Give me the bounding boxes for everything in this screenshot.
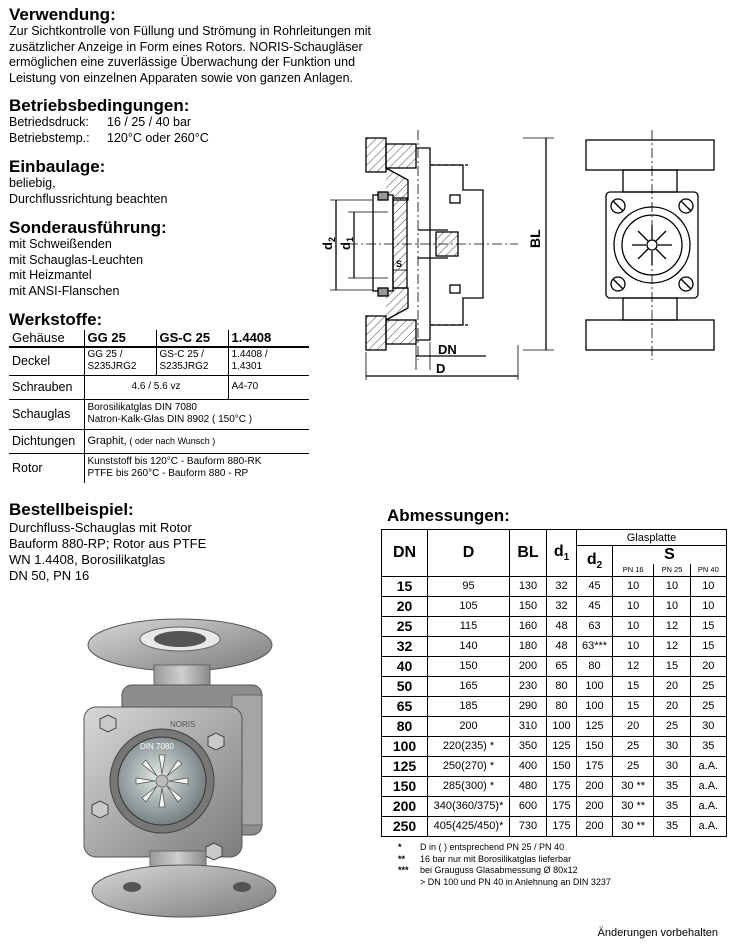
cell-pn25: 12: [654, 636, 690, 656]
col-dn-header: DN: [382, 530, 428, 577]
table-row: [382, 636, 727, 656]
cell-bl: 290: [510, 696, 547, 716]
cell-dn: 80: [382, 716, 428, 736]
dim-d1-label: $d_1$: [338, 237, 355, 250]
cell-pn16: 10: [613, 596, 654, 616]
schrauben-value-12: 4.6 / 5.6 vz: [84, 375, 228, 399]
cell-d2: 100: [577, 676, 613, 696]
table-footnotes: [398, 842, 611, 888]
verwendung-line: Leistung von einzelnen Apparaten sowie von ganzen Anlagen.: [9, 70, 354, 85]
col-pn40-header: PN 40: [690, 564, 726, 576]
footnote: *** bei Grauguss Glasabmessung Ø 80x12: [398, 865, 578, 875]
table-row: [382, 676, 727, 696]
dim-d-label: D: [436, 361, 446, 376]
cell-bl: 310: [510, 716, 547, 736]
material-col-gsc25: GS-C 25: [156, 330, 228, 347]
cell-bl: 130: [510, 576, 547, 596]
cell-dn: 32: [382, 636, 428, 656]
dim-dn-label: DN: [438, 342, 457, 357]
dim-bl-label: BL: [527, 229, 543, 248]
cell-pn16: 15: [613, 676, 654, 696]
cell-pn40: a.A.: [690, 796, 726, 816]
cell-pn16: 10: [613, 576, 654, 596]
cell-bl: 480: [510, 776, 547, 796]
cell-pn25: 15: [654, 656, 690, 676]
cell-bl: 230: [510, 676, 547, 696]
cell-d: 200: [428, 716, 510, 736]
cell-pn16: 30 **: [613, 816, 654, 836]
cell-pn40: 35: [690, 736, 726, 756]
cell-d2: 150: [577, 736, 613, 756]
cell-d2: 100: [577, 696, 613, 716]
werkstoffe-heading: Werkstoffe:: [9, 310, 103, 329]
cell-d: 220(235) *: [428, 736, 510, 756]
bestell-line: WN 1.4408, Borosilikatglas: [9, 552, 166, 567]
col-d2-header: $d_2$: [577, 546, 613, 577]
cell-d: 105: [428, 596, 510, 616]
cell-pn25: 12: [654, 616, 690, 636]
cell-d2: 200: [577, 796, 613, 816]
bestell-line: DN 50, PN 16: [9, 568, 90, 583]
cell-pn25: 30: [654, 756, 690, 776]
cell-d: 250(270) *: [428, 756, 510, 776]
table-row: [382, 736, 727, 756]
cell-d1: 100: [547, 716, 577, 736]
verwendung-text: [9, 24, 371, 86]
cell-pn16: 25: [613, 736, 654, 756]
cell-d: 115: [428, 616, 510, 636]
table-row: [382, 796, 727, 816]
cell-d1: 150: [547, 756, 577, 776]
table-row: [382, 616, 727, 636]
schrauben-value-3: A4-70: [228, 375, 309, 399]
einbaulage-line: Durchflussrichtung beachten: [9, 191, 168, 206]
cell-dn: 40: [382, 656, 428, 676]
abmessungen-table: [381, 529, 727, 837]
col-pn25-header: PN 25: [654, 564, 690, 576]
cell-pn40: a.A.: [690, 776, 726, 796]
deckel-gsc25: GS-C 25 / S235JRG2: [156, 347, 228, 375]
abmessungen-heading: Abmessungen:: [387, 506, 510, 525]
cell-dn: 25: [382, 616, 428, 636]
cell-d: 405(425/450)*: [428, 816, 510, 836]
cell-dn: 125: [382, 756, 428, 776]
sonder-text: [9, 237, 143, 299]
cell-pn40: 10: [690, 596, 726, 616]
werkstoffe-table: [9, 330, 309, 483]
footnote: ** 16 bar nur mit Borosilikatglas lieferbar: [398, 853, 572, 864]
cell-d2: 175: [577, 756, 613, 776]
cell-dn: 65: [382, 696, 428, 716]
dim-s-label: S: [396, 259, 403, 269]
technical-drawing: [318, 120, 738, 390]
cell-d1: 48: [547, 616, 577, 636]
bestell-line: Durchfluss-Schauglas mit Rotor: [9, 520, 192, 535]
sonder-line: mit Heizmantel: [9, 268, 92, 282]
cell-d1: 80: [547, 696, 577, 716]
cell-pn16: 10: [613, 616, 654, 636]
cell-bl: 730: [510, 816, 547, 836]
cell-d1: 125: [547, 736, 577, 756]
cell-dn: 150: [382, 776, 428, 796]
cell-pn25: 35: [654, 816, 690, 836]
einbaulage-heading: Einbaulage:: [9, 157, 106, 176]
cell-dn: 50: [382, 676, 428, 696]
cell-d: 140: [428, 636, 510, 656]
cell-pn25: 20: [654, 676, 690, 696]
cell-dn: 15: [382, 576, 428, 596]
cell-d1: 32: [547, 596, 577, 616]
cell-pn16: 10: [613, 636, 654, 656]
cell-pn25: 25: [654, 716, 690, 736]
cell-d2: 45: [577, 576, 613, 596]
cell-pn16: 30 **: [613, 796, 654, 816]
cell-d2: 63: [577, 616, 613, 636]
bestell-heading: Bestellbeispiel:: [9, 500, 134, 519]
cell-pn40: 30: [690, 716, 726, 736]
cell-pn40: a.A.: [690, 756, 726, 776]
betrieb-druck-label: Betriedsdruck:: [9, 115, 89, 129]
cell-d1: 175: [547, 776, 577, 796]
cell-pn16: 25: [613, 756, 654, 776]
dichtungen-value: Graphit, ( oder nach Wunsch ): [84, 429, 309, 453]
schauglas-value: Borosilikatglas DIN 7080 Natron-Kalk-Glas DIN 8902 ( 150°C ): [84, 399, 309, 429]
einbaulage-text: [9, 176, 167, 207]
bestell-line: Bauform 880-RP; Rotor aus PTFE: [9, 536, 207, 551]
sonder-line: mit Schauglas-Leuchten: [9, 252, 144, 267]
dichtungen-label: Dichtungen: [9, 429, 84, 453]
verwendung-line: Zur Sichtkontrolle von Füllung und Strömung in Rohrleitungen mit: [9, 24, 371, 38]
cell-d2: 45: [577, 596, 613, 616]
table-row: [382, 716, 727, 736]
cell-dn: 250: [382, 816, 428, 836]
cell-pn40: 10: [690, 576, 726, 596]
deckel-label: Deckel: [9, 347, 84, 375]
table-row: [382, 776, 727, 796]
cell-pn40: 25: [690, 676, 726, 696]
cell-pn25: 30: [654, 736, 690, 756]
cell-bl: 600: [510, 796, 547, 816]
cell-pn25: 20: [654, 696, 690, 716]
col-d-header: D: [428, 530, 510, 577]
material-col-14408: 1.4408: [228, 330, 309, 347]
col-bl-header: BL: [510, 530, 547, 577]
table-row: [382, 696, 727, 716]
betrieb-text: [9, 115, 209, 146]
cell-pn40: a.A.: [690, 816, 726, 836]
table-row: [382, 756, 727, 776]
einbaulage-line: beliebig,: [9, 176, 56, 190]
photo-glass-label: DIN 7080: [140, 742, 174, 751]
deckel-14408: 1.4408 / 1.4301: [228, 347, 309, 375]
schrauben-label: Schrauben: [9, 375, 84, 399]
col-d1-header: $d_1$: [547, 530, 577, 577]
cell-d1: 65: [547, 656, 577, 676]
table-row: [382, 816, 727, 836]
verwendung-line: ermöglichen eine zuverlässige Überwachung der Funktion und: [9, 55, 356, 69]
cell-d: 165: [428, 676, 510, 696]
cell-d1: 80: [547, 676, 577, 696]
cell-pn16: 12: [613, 656, 654, 676]
cell-bl: 200: [510, 656, 547, 676]
cell-pn16: 15: [613, 696, 654, 716]
cell-pn40: 15: [690, 616, 726, 636]
sonder-heading: Sonderausführung:: [9, 218, 167, 237]
cell-d1: 175: [547, 796, 577, 816]
col-pn16-header: PN 16: [613, 564, 654, 576]
cell-pn40: 25: [690, 696, 726, 716]
cell-pn16: 20: [613, 716, 654, 736]
footnote: * D in ( ) entsprechend PN 25 / PN 40: [398, 842, 565, 852]
sonder-line: mit Schweißenden: [9, 237, 112, 251]
table-row: [382, 656, 727, 676]
gehaeuse-label: Gehäuse: [9, 330, 84, 347]
cell-bl: 180: [510, 636, 547, 656]
verwendung-line: zusätzlicher Anzeige in Form eines Rotors. NORIS-Schaugläser: [9, 39, 363, 54]
cell-d: 185: [428, 696, 510, 716]
betrieb-temp-value: 120°C oder 260°C: [107, 130, 209, 145]
betrieb-temp-label: Betriebstemp.:: [9, 130, 90, 145]
cell-pn25: 10: [654, 596, 690, 616]
cell-d2: 80: [577, 656, 613, 676]
rotor-label: Rotor: [9, 453, 84, 483]
cell-pn40: 15: [690, 636, 726, 656]
cell-pn16: 30 **: [613, 776, 654, 796]
table-row: [382, 596, 727, 616]
cell-d1: 175: [547, 816, 577, 836]
cell-d2: 200: [577, 816, 613, 836]
bestell-text: [9, 520, 206, 584]
footnote: > DN 100 und PN 40 in Anlehnung an DIN 3237: [420, 876, 611, 887]
cell-d2: 125: [577, 716, 613, 736]
betrieb-heading: Betriebsbedingungen:: [9, 96, 190, 115]
cell-d2: 200: [577, 776, 613, 796]
material-col-gg25: GG 25: [84, 330, 156, 347]
col-glasplatte-header: Glasplatte: [577, 530, 727, 546]
cell-d: 150: [428, 656, 510, 676]
cell-d2: 63***: [577, 636, 613, 656]
col-s-header: S: [613, 546, 727, 565]
betrieb-druck-value: 16 / 25 / 40 bar: [107, 115, 192, 129]
cell-bl: 350: [510, 736, 547, 756]
table-row: [382, 576, 727, 596]
cell-pn25: 10: [654, 576, 690, 596]
verwendung-heading: Verwendung:: [9, 5, 116, 24]
cell-d1: 32: [547, 576, 577, 596]
sonder-line: mit ANSI-Flanschen: [9, 283, 120, 298]
cell-d: 95: [428, 576, 510, 596]
cell-dn: 100: [382, 736, 428, 756]
cell-bl: 400: [510, 756, 547, 776]
cell-d: 285(300) *: [428, 776, 510, 796]
footer-note: Änderungen vorbehalten: [597, 927, 718, 939]
cell-bl: 150: [510, 596, 547, 616]
schauglas-label: Schauglas: [9, 399, 84, 429]
rotor-value: Kunststoff bis 120°C - Bauform 880-RK PTFE bis 260°C - Bauform 880 - RP: [87, 456, 262, 480]
cell-dn: 20: [382, 596, 428, 616]
cell-d: 340(360/375)*: [428, 796, 510, 816]
deckel-gg25: GG 25 / S235JRG2: [84, 347, 156, 375]
cell-pn25: 35: [654, 776, 690, 796]
cell-dn: 200: [382, 796, 428, 816]
cell-pn25: 35: [654, 796, 690, 816]
cell-d1: 48: [547, 636, 577, 656]
cell-bl: 160: [510, 616, 547, 636]
photo-brand-label: NORIS: [170, 720, 196, 729]
cell-pn40: 20: [690, 656, 726, 676]
dim-d2-label: $d_2$: [320, 237, 337, 250]
product-photo: [62, 615, 290, 920]
